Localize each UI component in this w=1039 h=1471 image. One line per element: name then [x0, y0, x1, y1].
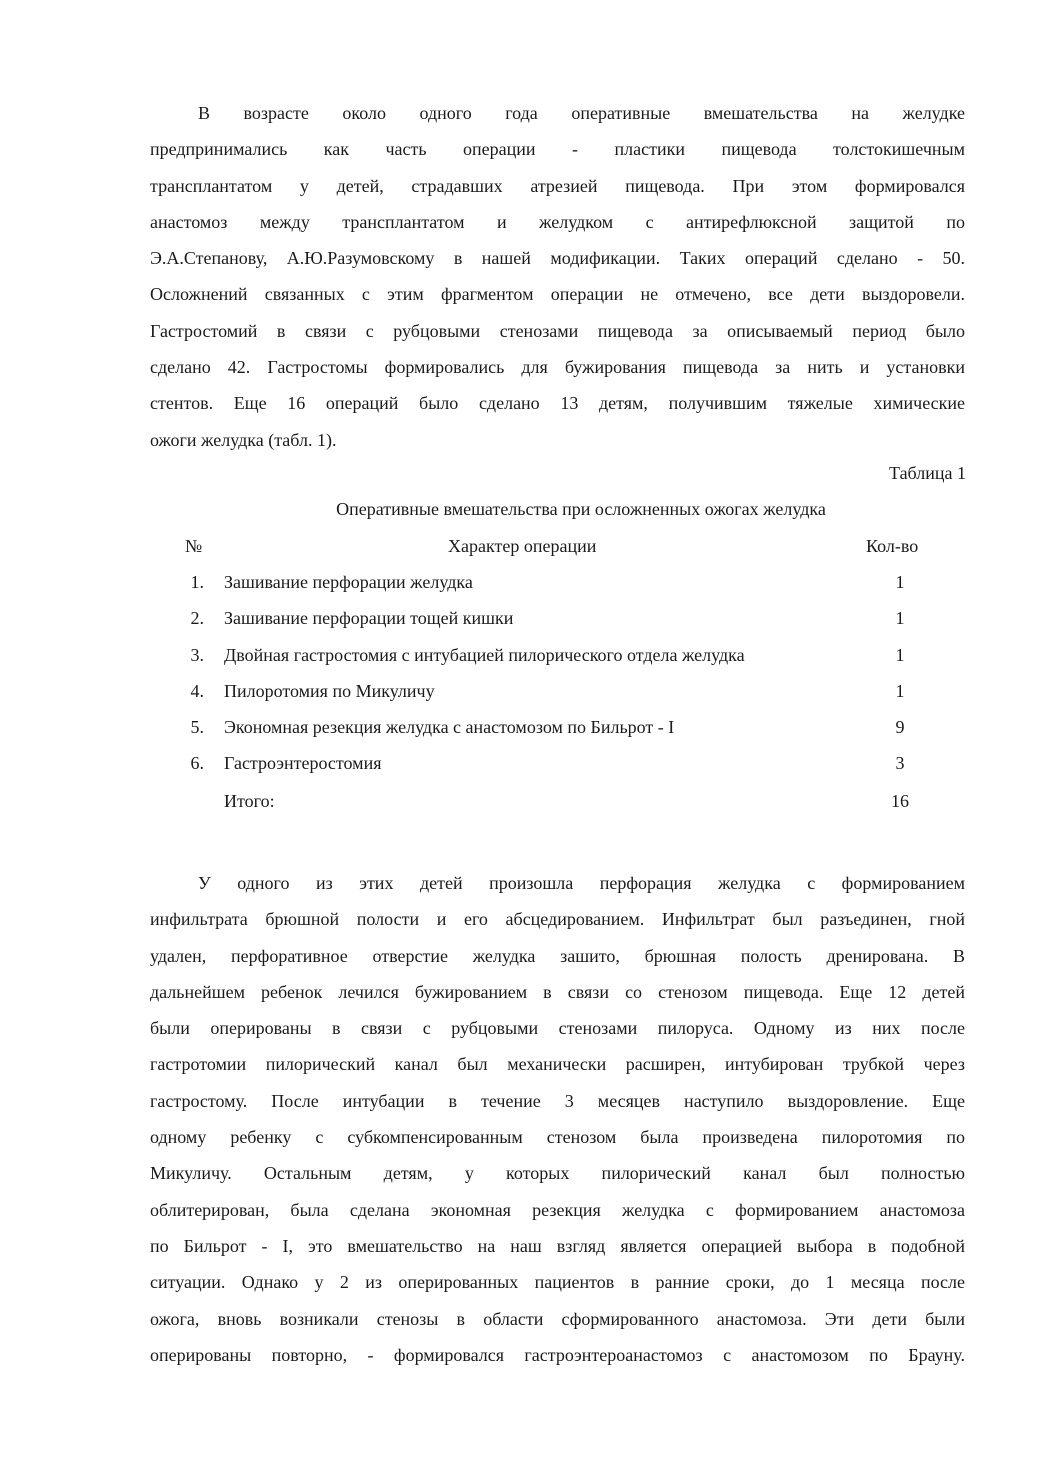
- paragraph-details: [150, 865, 965, 1373]
- text-line: У одного из этих детей произошла перфорация желудка с формированием: [198, 873, 965, 893]
- text-line: Э.А.Степанову, А.Ю.Разумовскому в нашей модификации. Таких операций сделано - 50.: [150, 248, 965, 269]
- paragraph-intro: [150, 95, 965, 458]
- row-number: 4.: [190, 680, 204, 701]
- table-label: Таблица 1: [889, 463, 966, 483]
- table-total-row: [150, 791, 965, 827]
- row-operation: Двойная гастростомия с интубацией пилорического отдела желудка: [224, 644, 745, 665]
- table-row: [150, 645, 965, 681]
- row-quantity: 3: [895, 753, 905, 774]
- text-line: дальнейшем ребенок лечился бужированием в связи со стенозом пищевода. Еще 12 детей: [150, 981, 965, 1002]
- table-row: [150, 608, 965, 644]
- row-quantity: 9: [895, 716, 905, 737]
- row-number: 6.: [190, 753, 204, 774]
- row-quantity: 1: [895, 680, 905, 701]
- table-row: [150, 572, 965, 608]
- row-quantity: 1: [895, 644, 905, 665]
- row-quantity: 1: [895, 608, 905, 629]
- text-line: ожога, вновь возникали стенозы в области сформированного анастомоза. Эти дети были: [150, 1308, 965, 1329]
- row-number: 2.: [190, 608, 204, 629]
- text-line: ожоги желудка (табл. 1).: [150, 429, 337, 450]
- text-line: облитерирован, была сделана экономная резекция желудка с формированием анастомоза: [150, 1199, 965, 1220]
- text-line: трансплантатом у детей, страдавших атрезией пищевода. При этом формировался: [150, 175, 965, 196]
- table-row: [150, 753, 965, 789]
- header-operation: Характер операции: [448, 536, 597, 556]
- text-line: Гастростомий в связи с рубцовыми стенозами пищевода за описываемый период было: [150, 320, 965, 341]
- text-line: гастротомии пилорический канал был механически расширен, интубирован трубкой через: [150, 1054, 965, 1075]
- text-line: оперированы повторно, - формировался гастроэнтероанастомоз с анастомозом по Брауну.: [150, 1344, 965, 1365]
- row-operation: Зашивание перфорации желудка: [224, 572, 473, 593]
- text-line: анастомоз между трансплантатом и желудком с антирефлюксной защитой по: [150, 211, 965, 232]
- row-operation: Экономная резекция желудка с анастомозом по Бильрот - I: [224, 716, 675, 737]
- text-line: были оперированы в связи с рубцовыми стенозами пилоруса. Одному из них после: [150, 1018, 965, 1039]
- text-line: по Бильрот - I, это вмешательство на наш взгляд является операцией выбора в подобной: [150, 1235, 965, 1256]
- table-row: [150, 681, 965, 717]
- table-header-row: [150, 536, 965, 572]
- text-line: сделано 42. Гастростомы формировались для бужирования пищевода за нить и установки: [150, 357, 965, 378]
- total-quantity: 16: [891, 791, 909, 812]
- operations-table: [150, 536, 965, 828]
- text-line: стентов. Еще 16 операций было сделано 13 детям, получившим тяжелые химические: [150, 393, 965, 414]
- text-line: Осложнений связанных с этим фрагментом операции не отмечено, все дети выздоровели.: [150, 284, 965, 305]
- total-label: Итого:: [224, 791, 275, 812]
- table-title: Оперативные вмешательства при осложненных ожогах желудка: [336, 499, 826, 519]
- row-operation: Пилоротомия по Микуличу: [224, 680, 435, 701]
- row-number: 5.: [190, 716, 204, 737]
- text-line: Микуличу. Остальным детям, у которых пилорический канал был полностью: [150, 1163, 965, 1184]
- row-quantity: 1: [895, 572, 905, 593]
- row-operation: Гастроэнтеростомия: [224, 753, 382, 774]
- header-quantity: Кол-во: [866, 536, 919, 556]
- text-line: В возрасте около одного года оперативные вмешательства на желудке: [198, 103, 965, 123]
- text-line: предпринимались как часть операции - пластики пищевода толстокишечным: [150, 139, 965, 160]
- text-line: удален, перфоративное отверстие желудка зашито, брюшная полость дренирована. В: [150, 945, 965, 966]
- text-line: ситуации. Однако у 2 из оперированных пациентов в ранние сроки, до 1 месяца после: [150, 1272, 965, 1293]
- text-line: одному ребенку с субкомпенсированным стенозом была произведена пилоротомия по: [150, 1127, 965, 1148]
- table-row: [150, 717, 965, 753]
- header-number: №: [185, 536, 203, 556]
- row-operation: Зашивание перфорации тощей кишки: [224, 608, 514, 629]
- text-line: инфильтрата брюшной полости и его абсцедированием. Инфильтрат был разъединен, гной: [150, 909, 965, 930]
- row-number: 3.: [190, 644, 204, 665]
- text-line: гастростому. После интубации в течение 3 месяцев наступило выздоровление. Еще: [150, 1090, 965, 1111]
- row-number: 1.: [190, 572, 204, 593]
